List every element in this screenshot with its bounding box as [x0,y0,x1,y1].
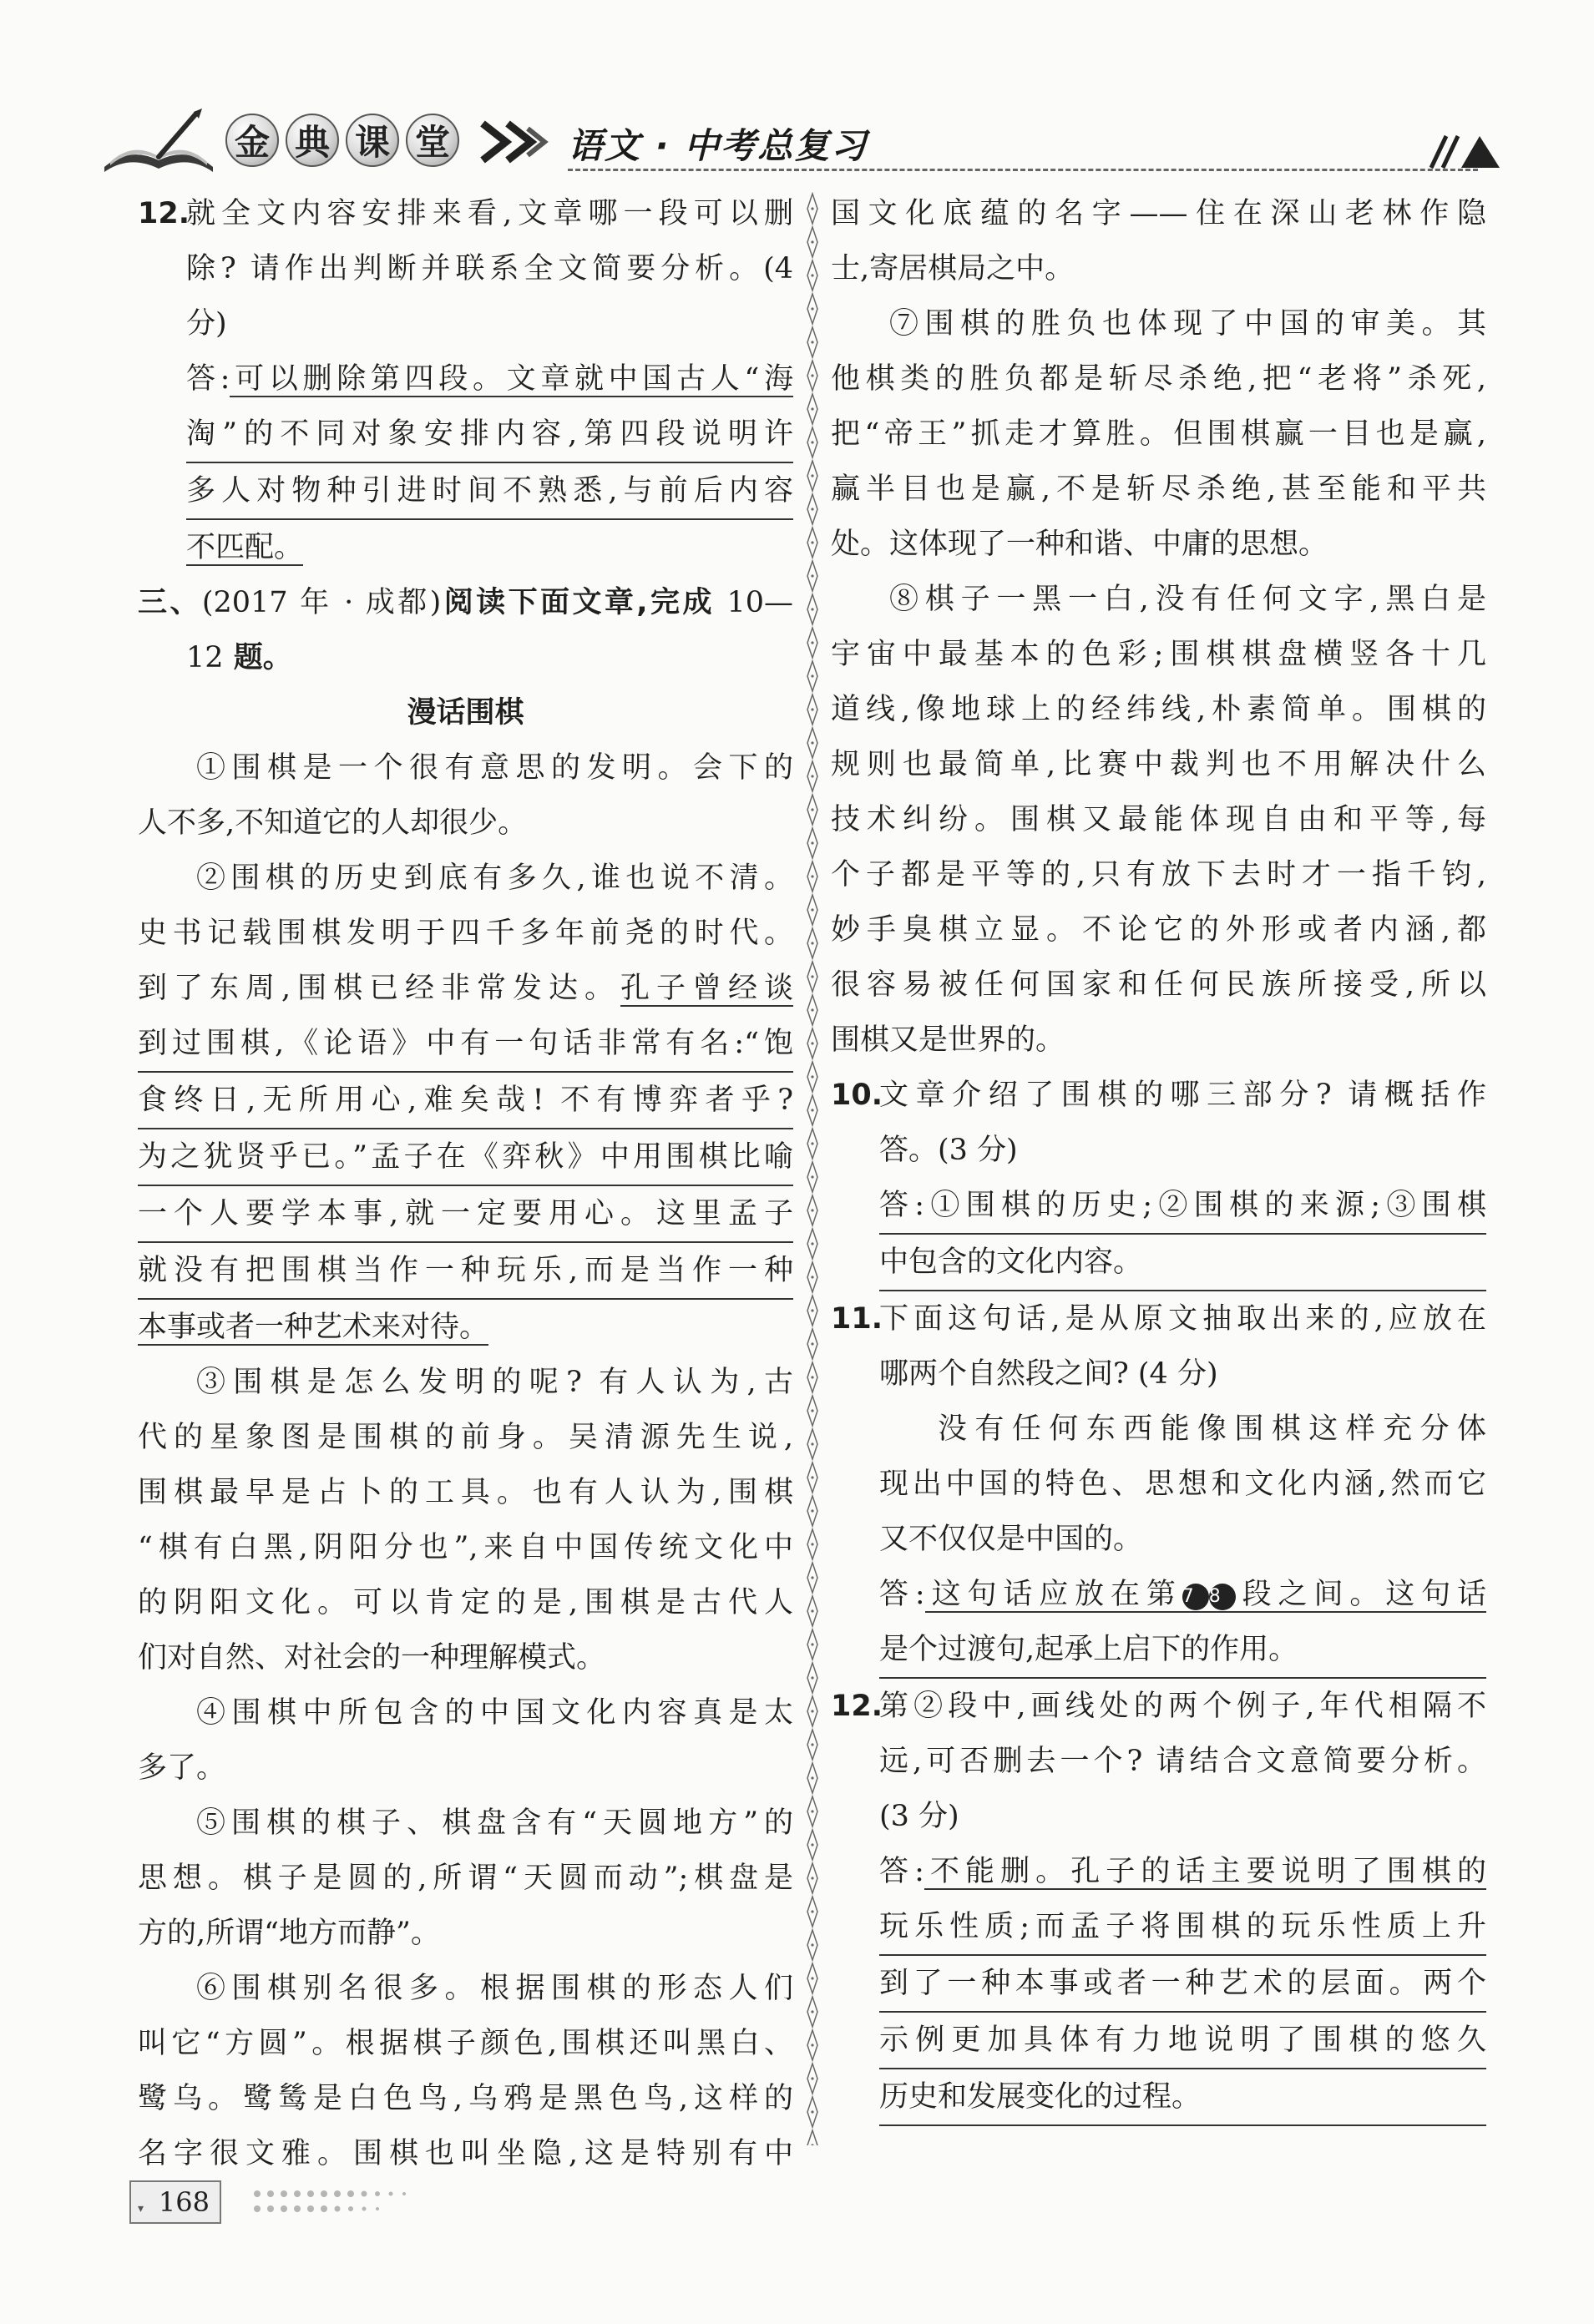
subject-title: 语文 · 中考总复习 [568,125,868,166]
answer-line: 答:可以删除第四段。文章就中国古人“海 [186,362,793,396]
text-line: 就全文内容安排来看,文章哪一段可以删 [186,197,793,230]
article-title: 漫话围棋 [407,696,524,730]
brand-title [225,114,459,167]
circled-number: 7 [1182,1584,1209,1610]
paragraph-5: ⑤围棋的棋子、棋盘含有“天圆地方”的 思想。棋子是圆的,所谓“天圆而动”;棋盘是 方的,所谓“地方而静”。 [138,1806,793,1950]
page-header [100,100,1486,179]
circled-number: 8 [1209,1584,1236,1610]
extracted-sentence: 没有任何东西能像围棋这样充分体 现出中国的特色、思想和文化内涵,然而它 又不仅仅是中国的。 [879,1412,1486,1556]
answer-11: 答:这句话应放在第7 8 段之间。这句话 是个过渡句,起承上启下的作用。 [831,1567,1486,1679]
brand-char: 课 [346,114,399,167]
open-book-pen-icon [100,109,217,175]
answer-12b: 答:不能删。孔子的话主要说明了围棋的 玩乐性质;而孟子将围棋的玩乐性质上升 到了一种本事或者一种艺术的层面。两个 示例更加具体有力地说明了围棋的悠久 历史和发展变化的过程。 [831,1844,1486,2126]
brand-char: 堂 [406,114,459,167]
page-number: ▾ 168 [129,2180,221,2224]
question-number: 11. [831,1302,883,1336]
underlined-example: 孔子曾经谈 [620,972,793,1005]
decorative-dots [250,2185,484,2219]
question-10: 10. 文章介绍了围棋的哪三部分? 请概括作 答。(3 分) [831,1068,1486,1178]
header-dashed-rule [568,169,1478,171]
brand-char: 典 [286,114,339,167]
text-line: 分) [186,307,227,341]
paragraph-3: ③围棋是怎么发明的呢? 有人认为,古 代的星象图是围棋的前身。吴清源先生说, 围棋最早是占卜的工具。也有人认为,围棋 “棋有白黑,阴阳分也”,来自中国传统文化中 的阴阳文化。可以肯定的是,围棋是古代人 们对自然、对社会的一种理解模式。 [138,1366,793,1675]
text-line: 除? 请作出判断并联系全文简要分析。(4 [186,252,793,285]
double-chevron-icon [476,117,551,167]
answer-12 [138,351,793,575]
question-12b: 12. 第②段中,画线处的两个例子,年代相隔不 远,可否删去一个? 请结合文意简要分析。 (3 分) [831,1679,1486,1844]
left-column [138,186,793,2181]
paragraph-4: ④围棋中所包含的中国文化内容真是太 多了。 [138,1696,793,1785]
answer-line: 多人对物种引进时间不熟悉,与前后内容 [186,463,793,520]
paragraph-6: ⑥围棋别名很多。根据围棋的形态人们 叫它“方圆”。根据棋子颜色,围棋还叫黑白、 鹭乌。鹭鸶是白色鸟,乌鸦是黑色鸟,这样的 名字很文雅。围棋也叫坐隐,这是特别有中 [138,1972,793,2170]
paragraph-6-cont: 国文化底蕴的名字——住在深山老林作隐 士,寄居棋局之中。 [831,197,1486,285]
question-number: 12. [138,197,190,230]
question-number: 10. [831,1079,883,1112]
answer-10: 答:①围棋的历史;②围棋的来源;③围棋 中包含的文化内容。 [831,1178,1486,1291]
question-11: 11. 下面这句话,是从原文抽取出来的,应放在 哪两个自然段之间? (4 分) [831,1291,1486,1402]
answer-line: 不匹配。 [186,531,304,564]
paragraph-2: ②围棋的历史到底有多久,谁也说不清。 史书记载围棋发明于四千多年前尧的时代。 到了东周,围棋已经非常发达。孔子曾经谈 到过围棋,《论语》中有一句话非常有名:“饱 食终日,无所用心,难矣哉! 不有博弈者乎? 为之犹贤乎已。”孟子在《弈秋》中用围棋比喻 一个人要学本事,就一定要用心。这里孟子 就没有把围棋当作一种玩乐,而是当作一种 本事或者一种艺术来对待。 [138,861,793,1344]
paragraph-7: ⑦围棋的胜负也体现了中国的审美。其 他棋类的胜负都是斩尽杀绝,把“老将”杀死, 把“帝王”抓走才算胜。但围棋赢一目也是赢, 赢半目也是赢,不是斩尽杀绝,甚至能和平共 处。这体现了一种和谐、中庸的思想。 [831,307,1486,561]
answer-line: 淘”的不同对象安排内容,第四段说明许 [186,407,793,463]
paragraph-8: ⑧棋子一黑一白,没有任何文字,黑白是 宇宙中最基本的色彩;围棋棋盘横竖各十几 道线,像地球上的经纬线,朴素简单。围棋的 规则也最简单,比赛中裁判也不用解决什么 技术纠纷。围棋又最能体现自由和平等,每 个子都是平等的,只有放下去时才一指千钧, 妙手臭棋立显。不论它的外形或者内涵,都 很容易被任何国家和任何民族所接受,所以 围棋又是世界的。 [831,583,1486,1057]
dot-marker-icon: ▾ [138,2202,144,2215]
brand-char: 金 [225,114,279,167]
question-number: 12. [831,1690,883,1723]
column-divider [804,192,821,2145]
section-three-heading: 三、(2017 年 · 成都)阅读下面文章,完成 10— 12 题。 [138,586,793,674]
question-12 [138,186,793,351]
paragraph-1: ①围棋是一个很有意思的发明。会下的 人不多,不知道它的人却很少。 [138,751,793,840]
right-column [831,186,1486,2126]
triangle-slash-icon [1428,129,1503,171]
